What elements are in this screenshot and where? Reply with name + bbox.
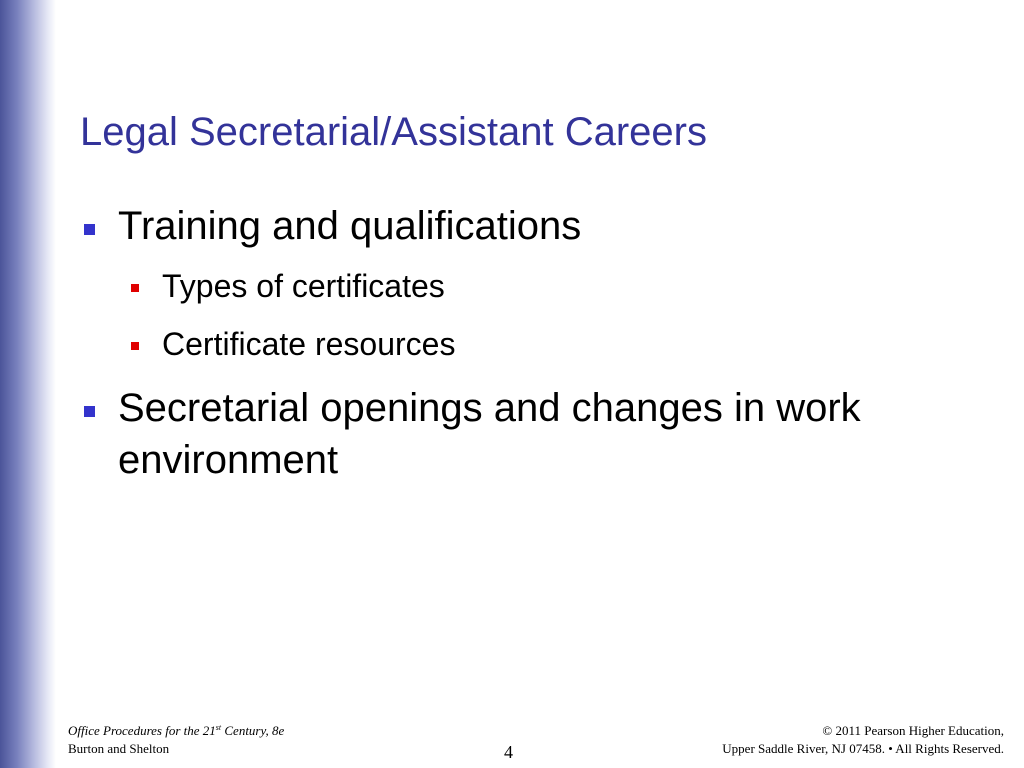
bullet-square-icon (84, 224, 95, 235)
bullet-secretarial-openings-line1: Secretarial openings and changes in work (118, 386, 861, 430)
sub-bullet-square-icon (131, 284, 139, 292)
book-title-superscript: st (215, 723, 222, 732)
page-number: 4 (504, 742, 513, 762)
copyright-line2: Upper Saddle River, NJ 07458. • All Rights Reserved. (722, 741, 1004, 756)
book-title-suffix: Century, 8e (221, 723, 285, 738)
slide-title: Legal Secretarial/Assistant Careers (80, 110, 707, 154)
sub-bullet-certificate-resources: Certificate resources (162, 326, 456, 362)
footer-book-info (68, 722, 284, 758)
copyright-line1: © 2011 Pearson Higher Education, (822, 723, 1004, 738)
book-title-prefix: Office Procedures for the 21 (68, 723, 216, 738)
sub-bullet-square-icon (131, 342, 139, 350)
footer-book-title (68, 722, 284, 740)
decorative-side-gradient (0, 0, 56, 768)
bullet-training: Training and qualifications (118, 204, 582, 248)
bullet-secretarial-openings-line2: environment (118, 438, 339, 482)
footer-authors: Burton and Shelton (68, 741, 170, 756)
bullet-square-icon (84, 406, 95, 417)
footer-copyright (722, 722, 1004, 758)
sub-bullet-types-of-certificates: Types of certificates (162, 268, 445, 304)
